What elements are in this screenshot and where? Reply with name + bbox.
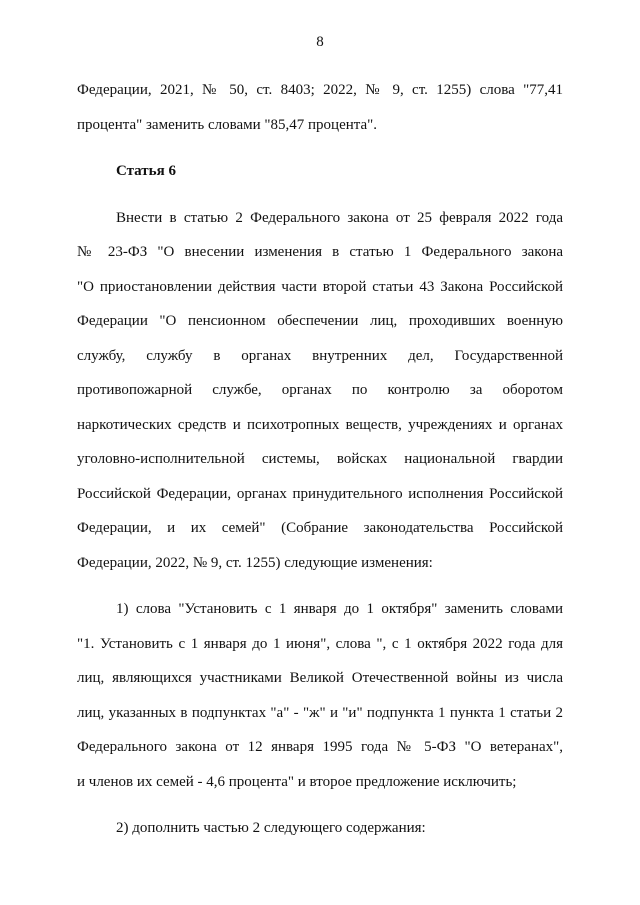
text-line: противопожарной службе, органах по контролю за оборотом bbox=[77, 382, 563, 398]
text-line: Федерального закона от 12 января 1995 года № 5-ФЗ "О ветеранах", bbox=[77, 739, 563, 755]
item1-paragraph bbox=[77, 592, 563, 799]
intro-paragraph bbox=[77, 73, 563, 142]
text-line: наркотических средств и психотропных веществ, учреждениях и органах bbox=[77, 416, 563, 433]
article-heading: Статья 6 bbox=[116, 163, 176, 179]
text-line: Федерации, и их семей" (Собрание законодательства Российской bbox=[77, 520, 563, 536]
text-line: Федерации, 2021, № 50, ст. 8403; 2022, № 9, ст. 1255) слова "77,41 bbox=[77, 82, 563, 98]
text-line: лиц, являющихся участниками Великой Отечественной войны из числа bbox=[77, 670, 563, 686]
text-line: лиц, указанных в подпунктах "а" - "ж" и "и" подпункта 1 пункта 1 статьи 2 bbox=[77, 704, 563, 721]
text-line: Российской Федерации, органах принудительного исполнения Российской bbox=[77, 485, 563, 502]
text-line: 1) слова "Установить с 1 января до 1 октября" заменить словами bbox=[116, 601, 563, 617]
document-body bbox=[77, 73, 563, 846]
text-line: Федерации, 2022, № 9, ст. 1255) следующие изменения: bbox=[77, 554, 433, 571]
page-number: 8 bbox=[316, 34, 324, 50]
item2-paragraph bbox=[77, 811, 563, 846]
text-line: 2) дополнить частью 2 следующего содержания: bbox=[116, 820, 426, 836]
text-line: процента" заменить словами "85,47 процента". bbox=[77, 116, 378, 133]
text-line: "О приостановлении действия части второй статьи 43 Закона Российской bbox=[77, 278, 563, 295]
text-line: "1. Установить с 1 января до 1 июня", слова ", с 1 октября 2022 года для bbox=[77, 635, 563, 652]
text-line: уголовно-исполнительной системы, войсках национальной гвардии bbox=[77, 451, 563, 467]
text-line: службу, службу в органах внутренних дел, Государственной bbox=[77, 347, 563, 364]
article6-paragraph bbox=[77, 201, 563, 581]
text-line: Внести в статью 2 Федерального закона от 25 февраля 2022 года bbox=[116, 209, 563, 226]
text-line: № 23-ФЗ "О внесении изменения в статью 1 Федерального закона bbox=[77, 244, 563, 260]
text-line: Федерации "О пенсионном обеспечении лиц, проходивших военную bbox=[77, 313, 563, 329]
text-line: и членов их семей - 4,6 процента" и второе предложение исключить; bbox=[77, 773, 517, 790]
